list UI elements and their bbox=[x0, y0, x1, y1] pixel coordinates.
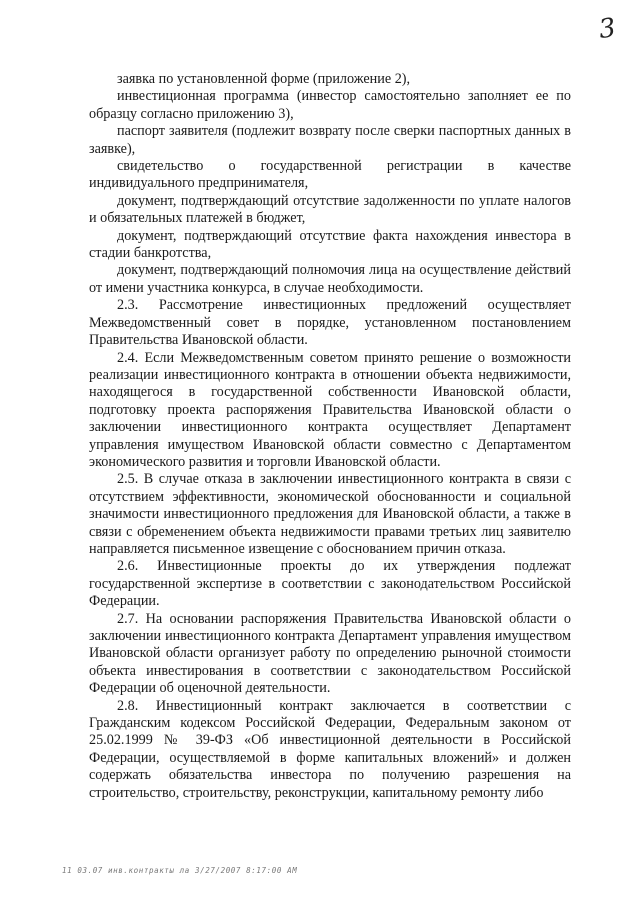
paragraph-clause-2-8: 2.8. Инвестиционный контракт заключается в соответствии с Гражданским кодексом Российской Федерации, Федеральным законом от 25.02.1999 № 39-ФЗ «Об инвестиционной деятельности в Российской Федерации, осуществляемой в форме капитальных вложений» и должен содержать обязательства инвестора по получению разрешения на строительство, строительству, реконструкции, капитальному ремонту либо bbox=[89, 697, 571, 801]
file-footer: 11 03.07 инв.контракты ла 3/27/2007 8:17:00 AM bbox=[62, 866, 298, 875]
document-body bbox=[89, 71, 571, 802]
paragraph-clause-2-7: 2.7. На основании распоряжения Правительства Ивановской области о заключении инвестиционного контракта Департамент управления имуществом Ивановской области организует работу по определению рыночной стоимости объекта инвестирования в соответствии с законодательством Российской Федерации об оценочной деятельности. bbox=[89, 610, 571, 697]
paragraph-tax-debt-document: документ, подтверждающий отсутствие задолженности по уплате налогов и обязательных платежей в бюджет, bbox=[89, 192, 571, 227]
page-number: 3 bbox=[597, 12, 619, 46]
paragraph-investment-program: инвестиционная программа (инвестор самостоятельно заполняет ее по образцу согласно приложению 3), bbox=[89, 88, 571, 122]
paragraph-authority-document: документ, подтверждающий полномочия лица на осуществление действий от имени участника конкурса, в случае необходимости. bbox=[89, 262, 571, 296]
paragraph-registration-certificate: свидетельство о государственной регистрации в качестве индивидуального предпринимателя, bbox=[89, 158, 571, 192]
paragraph-passport: паспорт заявителя (подлежит возврату после сверки паспортных данных в заявке), bbox=[89, 123, 571, 157]
paragraph-clause-2-6: 2.6. Инвестиционные проекты до их утверждения подлежат государственной экспертизе в соответствии с законодательством Российской Федерации. bbox=[89, 558, 571, 610]
paragraph-clause-2-5: 2.5. В случае отказа в заключении инвестиционного контракта в связи с отсутствием эффективности, экономической обоснованности и социальной значимости инвестиционного предложения для Ивановской области, а также в связи с обременением объекта недвижимости правами третьих лиц заявителю направляется письменное извещение с обоснованием причин отказа. bbox=[89, 471, 571, 557]
paragraph-application-form: заявка по установленной форме (приложение 2), bbox=[117, 71, 411, 87]
paragraph-bankruptcy-document: документ, подтверждающий отсутствие факта нахождения инвестора в стадии банкротства, bbox=[89, 227, 571, 262]
paragraph-clause-2-4: 2.4. Если Межведомственным советом принято решение о возможности реализации инвестиционного контракта в отношении объекта недвижимости, находящегося в государственной собственности Ивановской области, подготовку проекта распоряжения Правительства Ивановской области о заключении инвестиционного контракта осуществляет Департамент управления имуществом Ивановской области совместно с Департаментом экономического развития и торговли Ивановской области. bbox=[89, 349, 571, 470]
paragraph-clause-2-3: 2.3. Рассмотрение инвестиционных предложений осуществляет Межведомственный совет в порядке, установленном постановлением Правительства Ивановской области. bbox=[89, 297, 571, 349]
